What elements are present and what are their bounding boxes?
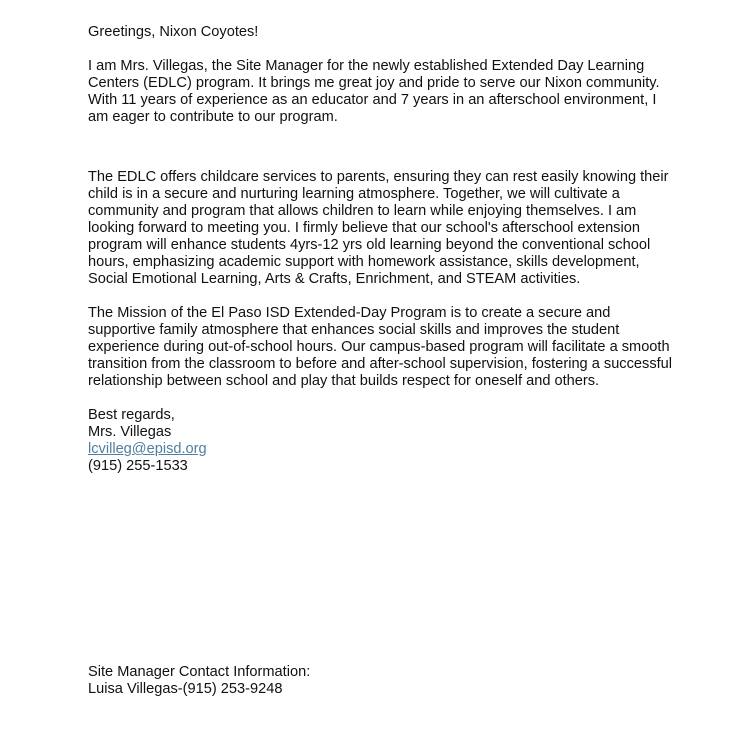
paragraph-line: experience during out-of-school hours. Our campus-based program will facilitate a smooth xyxy=(88,339,670,355)
signer-name: Mrs. Villegas xyxy=(88,424,172,440)
paragraph-line: hours, emphasizing academic support with homework assistance, skills development, xyxy=(88,254,640,270)
paragraph-mission xyxy=(88,305,673,390)
paragraph-line: supportive family atmosphere that enhances social skills and improves the student xyxy=(88,322,620,338)
paragraph-intro xyxy=(88,58,668,126)
email-link[interactable]: lcvilleg@episd.org xyxy=(88,441,207,457)
closing: Best regards, xyxy=(88,407,175,423)
paragraph-line: Centers (EDLC) program. It brings me great joy and pride to serve our Nixon community. xyxy=(88,75,660,91)
paragraph-line: program will enhance students 4yrs-12 yrs old learning beyond the conventional school xyxy=(88,237,651,253)
greeting xyxy=(88,24,668,41)
paragraph-line: relationship between school and play that builds respect for oneself and others. xyxy=(88,373,600,389)
contact-details: Luisa Villegas-(915) 253-9248 xyxy=(88,681,283,697)
paragraph-line: community and program that allows children to learn while enjoying themselves. I am xyxy=(88,203,637,219)
paragraph-line: I am Mrs. Villegas, the Site Manager for the newly established Extended Day Learning xyxy=(88,58,645,74)
paragraph-line: transition from the classroom to before and after-school supervision, fostering a successful xyxy=(88,356,673,372)
greeting-text: Greetings, Nixon Coyotes! xyxy=(88,24,259,40)
site-manager-contact xyxy=(88,664,668,698)
paragraph-line: am eager to contribute to our program. xyxy=(88,109,338,125)
paragraph-line: Social Emotional Learning, Arts & Crafts, Enrichment, and STEAM activities. xyxy=(88,271,581,287)
paragraph-edlc-services xyxy=(88,169,668,288)
signature-block xyxy=(88,407,668,475)
paragraph-line: child is in a secure and nurturing learning atmosphere. Together, we will cultivate a xyxy=(88,186,620,202)
paragraph-line: looking forward to meeting you. I firmly believe that our school's afterschool extension xyxy=(88,220,640,236)
paragraph-line: The EDLC offers childcare services to parents, ensuring they can rest easily knowing their xyxy=(88,169,669,185)
paragraph-line: The Mission of the El Paso ISD Extended-Day Program is to create a secure and xyxy=(88,305,611,321)
contact-heading: Site Manager Contact Information: xyxy=(88,664,311,680)
phone-number: (915) 255-1533 xyxy=(88,458,188,474)
paragraph-line: With 11 years of experience as an educator and 7 years in an afterschool environment, I xyxy=(88,92,657,108)
